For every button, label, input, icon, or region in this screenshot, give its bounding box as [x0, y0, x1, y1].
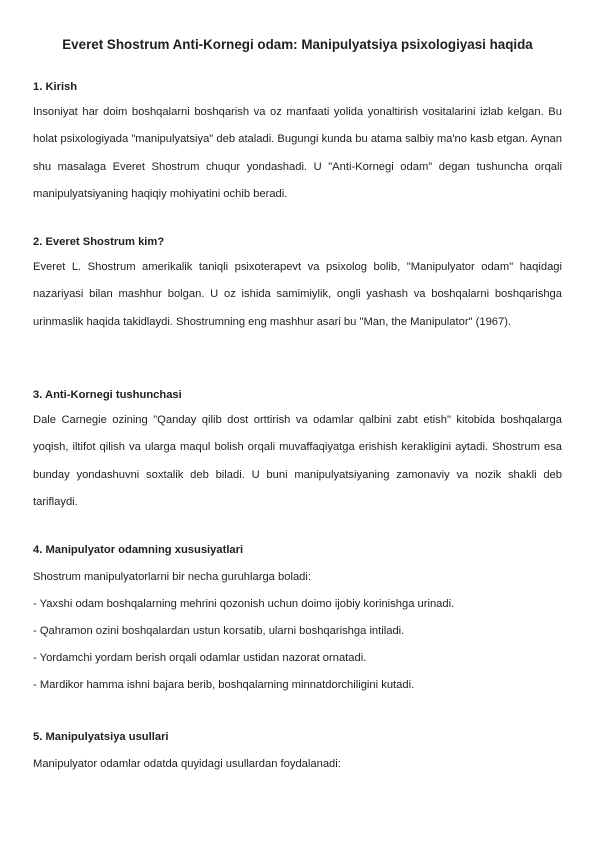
- section-paragraph: Insoniyat har doim boshqalarni boshqarish va oz manfaati yolida yonaltirish vositalarini izlab kelgan. Bu holat psixologiyada "manipulyatsiya" deb ataladi. Bugungi kunda bu atama salbiy ma'no kasb etgan. Aynan shu masalaga Everet Shostrum chuqur yondashadi. U "Anti-Kornegi odam" degan tushuncha orqali manipulyatsiyaning haqiqiy mohiyatini ochib beradi.: [33, 106, 562, 200]
- section-paragraph: Everet L. Shostrum amerikalik taniqli psixoterapevt va psixolog bolib, "Manipulyator odam" haqidagi nazariyasi bilan mashhur bolgan. U oz ishida samimiylik, ongli yashash va boshqalarni boshqarishga urinmaslik haqida takidlaydi. Shostrumning eng mashhur asari bu "Man, the Manipulator" (1967).: [33, 261, 562, 328]
- section-heading: 5. Manipulyatsiya usullari: [33, 731, 169, 743]
- list-item: - Yordamchi yordam berish orqali odamlar ustidan nazorat ornatadi.: [33, 652, 367, 664]
- section-anti-carnegie-concept: [33, 386, 562, 516]
- section-manipulation-methods: [33, 728, 562, 773]
- section-heading: 4. Manipulyator odamning xususiyatlari: [33, 544, 244, 556]
- section-intro: Manipulyator odamlar odatda quyidagi usullardan foydalanadi:: [33, 758, 341, 770]
- section-introduction: [33, 78, 562, 208]
- section-paragraph: Dale Carnegie ozining "Qanday qilib dost orttirish va odamlar qalbini zabt etish" kitobida boshqalarga yoqish, iltifot qilish va ularga maqul bolish orqali muvaffaqiyatga erishish kerakligini aytadi. Shostrum esa bunday yondashuvni soxtalik deb biladi. U buni manipulyatsiyaning zamonaviy va nozik shakli deb tariflaydi.: [33, 414, 562, 508]
- section-heading: 3. Anti-Kornegi tushunchasi: [33, 389, 182, 401]
- section-manipulator-traits: [33, 541, 562, 694]
- section-who-is-shostrum: [33, 233, 562, 336]
- section-heading: 1. Kirish: [33, 81, 78, 93]
- document-title: Everet Shostrum Anti-Kornegi odam: Manipulyatsiya psixologiyasi haqida: [62, 37, 533, 52]
- section-heading: 2. Everet Shostrum kim?: [33, 236, 165, 248]
- list-item: - Qahramon ozini boshqalardan ustun korsatib, ularni boshqarishga intiladi.: [33, 625, 405, 637]
- list-item: - Mardikor hamma ishni bajara berib, boshqalarning minnatdorchiligini kutadi.: [33, 679, 415, 691]
- section-intro: Shostrum manipulyatorlarni bir necha guruhlarga boladi:: [33, 571, 311, 583]
- list-item: - Yaxshi odam boshqalarning mehrini qozonish uchun doimo ijobiy korinishga urinadi.: [33, 598, 455, 610]
